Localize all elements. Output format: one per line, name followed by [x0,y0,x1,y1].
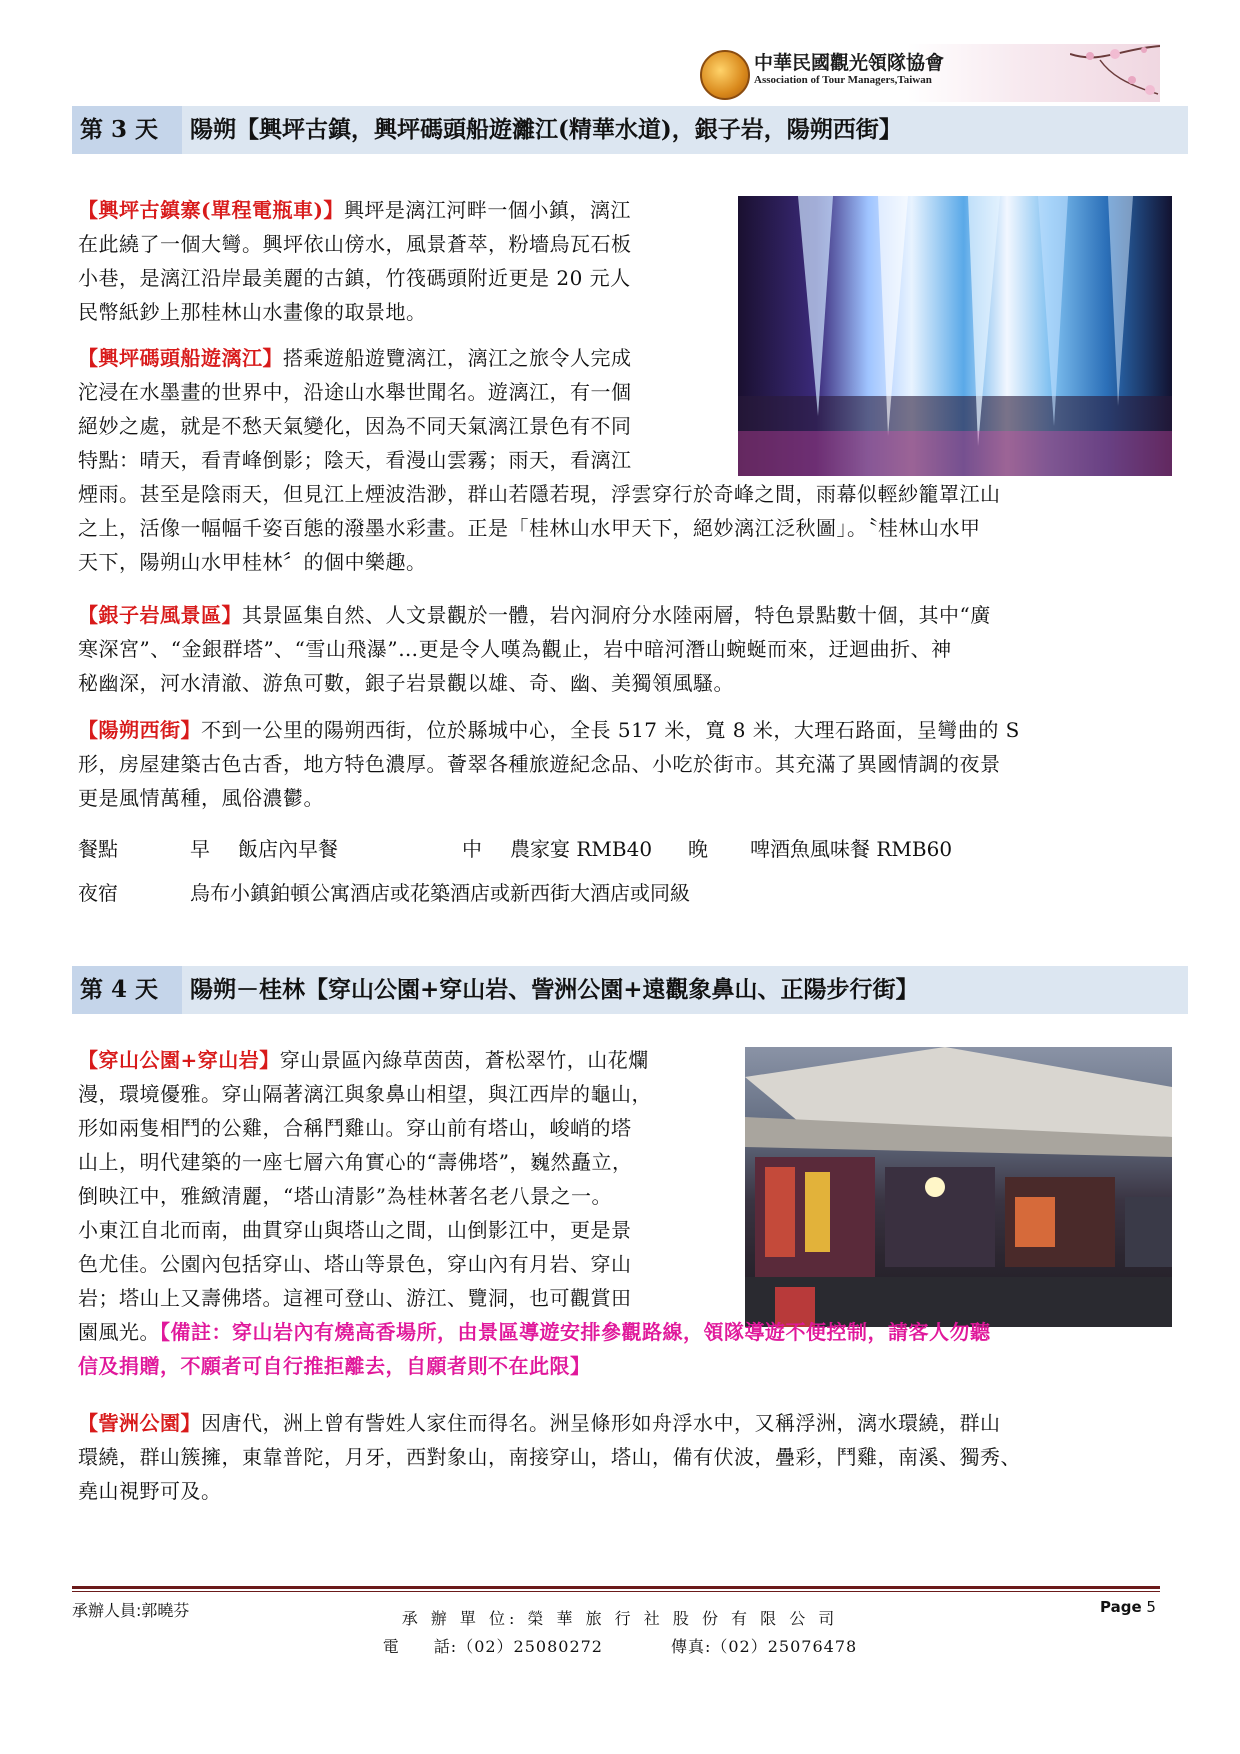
day4-para1-line6: 小東江自北而南，曲貫穿山與塔山之間，山倒影江中，更是景 [78,1218,632,1242]
footer-contact: 承辦人員:郭曉芬 [72,1601,190,1620]
org-name: 中華民國觀光領隊協會 [754,52,945,74]
day4-para1 [78,1043,745,1315]
day3-para2-line1: 搭乘遊船遊覽漓江，漓江之旅令人完成 [283,346,632,370]
day3-para1-line3: 小巷，是漓江沿岸最美麗的古鎮，竹筏碼頭附近更是 20 元人 [78,266,631,290]
day3-para3-line1: 其景區集自然、人文景觀於一體，岩內洞府分水陸兩層，特色景點數十個，其中“廣 [242,603,991,627]
day4-para2-tag: 【訾洲公園】 [78,1411,201,1435]
day3-para1-line1: 興坪是漓江河畔一個小鎮，漓江 [343,198,631,222]
meals-label: 餐點 [78,837,118,861]
day3-para2-line7: 天下，陽朔山水甲桂林〞的個中樂趣。 [78,550,427,574]
org-name-en: Association of Tour Managers,Taiwan [754,74,932,86]
lunch-value: 農家宴 RMB40 [510,837,653,861]
day3-para2-tag: 【興坪碼頭船遊漓江】 [78,346,283,370]
header-logo [700,44,1160,102]
day3-para4-line3: 更是風情萬種，風俗濃鬱。 [78,786,324,810]
day3-para4 [78,713,1190,815]
hotel-label: 夜宿 [78,881,118,905]
day4-para2-line3: 堯山視野可及。 [78,1479,222,1503]
day4-para1-tag: 【穿山公園+穿山岩】 [78,1048,280,1072]
day3-para4-line1: 不到一公里的陽朔西街，位於縣城中心，全長 517 米，寬 8 米，大理石路面，呈彎曲的 S [201,718,1020,742]
hotel-value: 烏布小鎮鉑頓公寓酒店或花築酒店或新西街大酒店或同級 [190,881,690,905]
day3-para3 [78,598,1190,700]
day4-para1-last: 園風光。 [78,1320,160,1344]
dinner-value: 啤酒魚風味餐 RMB60 [750,837,953,861]
footer-divider [72,1586,1160,1589]
day4-para1-line4: 山上，明代建築的一座七層六角實心的“壽佛塔”，巍然矗立， [78,1150,633,1174]
day3-para2-line5: 煙雨。甚至是陰雨天，但見江上煙波浩渺，群山若隱若現，浮雲穿行於奇峰之間，雨幕似輕紗籠罩江山 [78,482,1001,506]
day4-title: 陽朔－桂林【穿山公園+穿山岩、訾洲公園+遠觀象鼻山、正陽步行街】 [190,976,919,1003]
day4-para1-line7: 色尤佳。公園內包括穿山、塔山等景色，穿山內有月岩、穿山 [78,1252,632,1276]
page-label: Page [1100,1598,1142,1616]
day4-para1-end [78,1315,1190,1383]
day4-para1-line8: 岩；塔山上又壽佛塔。這裡可登山、游江、覽洞，也可觀賞田 [78,1286,632,1310]
footer-phone: 電 話:（02）25080272 傳真:（02）25076478 [382,1637,858,1656]
day3-para1 [78,193,738,329]
day4-para1-line3: 形如兩隻相鬥的公雞，合稱鬥雞山。穿山前有塔山，峻峭的塔 [78,1116,632,1140]
day3-para4-line2: 形，房屋建築古色古香，地方特色濃厚。薈翠各種旅遊紀念品、小吃於街市。其充滿了異國情調的夜景 [78,752,1001,776]
day3-para2-line6: 之上，活像一幅幅千姿百態的潑墨水彩畫。正是「桂林山水甲天下，絕妙漓江泛秋圖」。〝桂林山水甲 [78,516,981,540]
day4-para2-line2: 環繞，群山簇擁，東靠普陀，月牙，西對象山，南接穿山，塔山，備有伏波，疊彩，鬥雞，南溪、獨秀、 [78,1445,1021,1469]
day3-hotel-row [78,876,1178,910]
lunch-label: 中 [462,837,482,861]
day4-para2 [78,1406,1190,1508]
breakfast-value: 飯店內早餐 [238,837,338,861]
day4-para1-line5: 倒映江中，雅緻清麗，“塔山清影”為桂林著名老八景之一。 [78,1184,612,1208]
day3-para2 [78,341,1190,579]
plum-blossom-icon [1070,44,1160,102]
day3-para2-line2: 沱浸在水墨畫的世界中，沿途山水舉世聞名。遊漓江，有一個 [78,380,632,404]
day3-para1-tag: 【興坪古鎮寨(單程電瓶車)】 [78,198,344,222]
page-number: 5 [1146,1598,1156,1616]
day3-para1-line4: 民幣紙鈔上那桂林山水畫像的取景地。 [78,300,427,324]
day3-para2-line4: 特點：晴天，看青峰倒影；陰天，看漫山雲霧；雨天，看漓江 [78,448,632,472]
day3-label: 第 3 天 [72,106,182,154]
breakfast-label: 早 [190,837,210,861]
footer-divider-thin [72,1591,1160,1592]
logo-badge-icon [700,50,750,100]
day4-label: 第 4 天 [72,966,182,1014]
day4-para1-line2: 漫，環境優雅。穿山隔著漓江與象鼻山相望，與江西岸的龜山， [78,1082,652,1106]
day3-heading-bar [72,106,1188,154]
day3-para3-line2: 寒深宮”、“金銀群塔”、“雪山飛瀑”…更是令人嘆為觀止，岩中暗河潛山蜿蜒而來，迂迴曲折、神 [78,637,952,661]
day4-heading-bar [72,966,1188,1014]
day4-para1-line1: 穿山景區內綠草茵茵，蒼松翠竹，山花爛 [279,1048,649,1072]
footer-page [1100,1598,1156,1616]
day3-title: 陽朔【興坪古鎮，興坪碼頭船遊灕江(精華水道)，銀子岩，陽朔西街】 [190,116,902,143]
dinner-label: 晚 [688,837,708,861]
day4-note-line1: 【備註：穿山岩內有燒高香場所，由景區導遊安排參觀路線，領隊導遊不便控制，請客人勿聽 [160,1320,991,1344]
day3-para3-tag: 【銀子岩風景區】 [78,603,242,627]
day3-para2-line3: 絕妙之處，就是不愁天氣變化，因為不同天氣漓江景色有不同 [78,414,632,438]
day3-meals-row [78,832,1178,866]
day4-para2-line1: 因唐代，洲上曾有訾姓人家住而得名。洲呈條形如舟浮水中，又稱浮洲，漓水環繞，群山 [201,1411,1001,1435]
night-market-photo [745,1047,1172,1327]
day3-para3-line3: 秘幽深，河水清澈、游魚可數，銀子岩景觀以雄、奇、幽、美獨領風騷。 [78,671,734,695]
day4-note-line2: 信及捐贈，不願者可自行推拒離去，自願者則不在此限】 [78,1354,591,1378]
footer-company: 承 辦 單 位: 榮 華 旅 行 社 股 份 有 限 公 司 [401,1609,839,1628]
day3-para1-line2: 在此繞了一個大彎。興坪依山傍水，風景蒼萃，粉墻烏瓦石板 [78,232,632,256]
day3-para4-tag: 【陽朔西街】 [78,718,201,742]
